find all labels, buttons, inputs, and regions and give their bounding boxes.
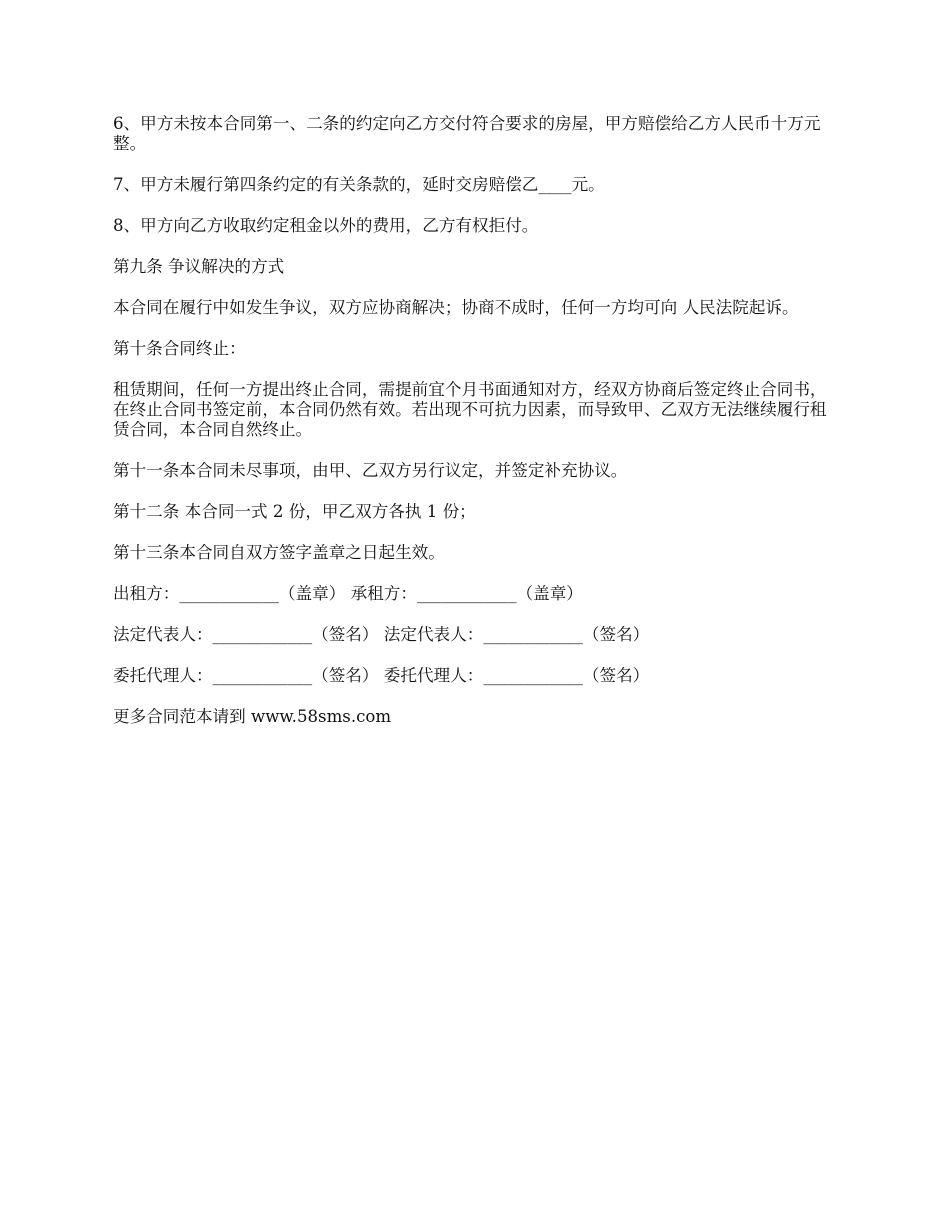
article-9-text: 本合同在履行中如发生争议，双方应协商解决；协商不成时，任何一方均可向 人民法院起诉。 bbox=[113, 298, 799, 317]
article-12-text: 第十二条 本合同一式 2 份，甲乙双方各执 1 份； bbox=[113, 502, 476, 521]
footer-more-templates-note: 更多合同范本请到 www.58sms.com bbox=[113, 707, 392, 726]
legal-representative-signature-line: 法定代表人：____________（签名） 法定代表人：____________（签名） bbox=[113, 625, 650, 644]
article-11-text: 第十一条本合同未尽事项，由甲、乙双方另行议定，并签定补充协议。 bbox=[113, 461, 628, 480]
lessor-lessee-signature-line: 出租方：____________（盖章） 承租方：____________（盖章） bbox=[113, 584, 583, 603]
article-10-heading: 第十条合同终止： bbox=[113, 339, 246, 358]
document-body bbox=[113, 114, 841, 748]
clause-7-text: 7、甲方未履行第四条约定的有关条款的，延时交房赔偿乙____元。 bbox=[113, 175, 605, 194]
authorized-agent-signature-line: 委托代理人：____________（签名） 委托代理人：____________（签名） bbox=[113, 666, 650, 685]
article-9-heading: 第九条 争议解决的方式 bbox=[113, 257, 285, 276]
article-10-text: 租赁期间，任何一方提出终止合同，需提前宜个月书面通知对方，经双方协商后签定终止合同书，在终止合同书签定前，本合同仍然有效。若出现不可抗力因素，而导致甲、乙双方无法继续履行租赁合同，本合同自然终止。 bbox=[113, 380, 827, 439]
article-13-text: 第十三条本合同自双方签字盖章之日起生效。 bbox=[113, 543, 445, 562]
clause-8-text: 8、甲方向乙方收取约定租金以外的费用，乙方有权拒付。 bbox=[113, 216, 539, 235]
clause-6-text: 6、甲方未按本合同第一、二条的约定向乙方交付符合要求的房屋，甲方赔偿给乙方人民币十万元整。 bbox=[113, 114, 821, 153]
